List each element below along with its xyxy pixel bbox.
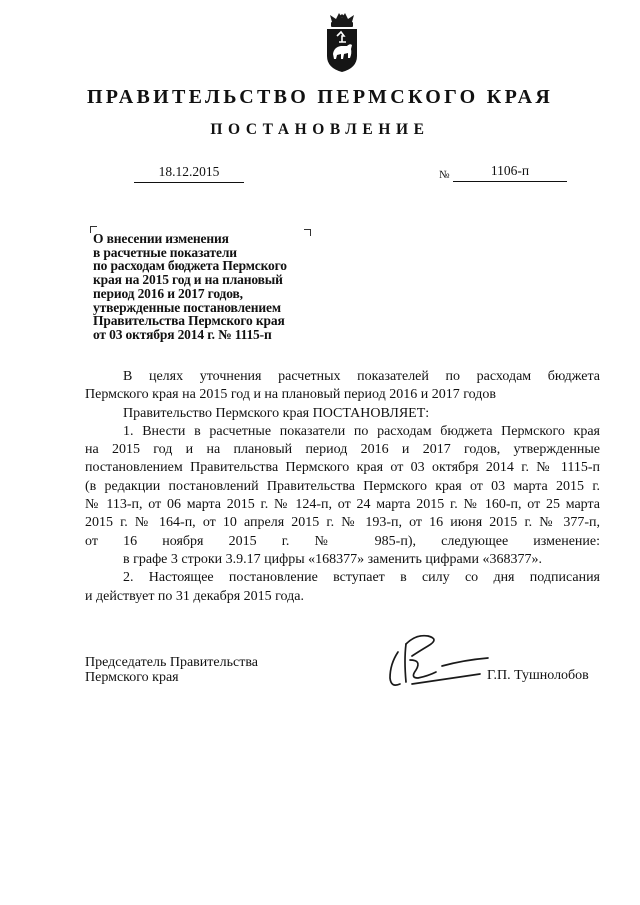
subject-line: в расчетные показатели [93,244,237,260]
document-number: 1106-п [453,163,567,182]
document-date: 18.12.2015 [134,164,244,183]
body-line: 1. Внести в расчетные показатели по расходам бюджета Пермского края [123,423,600,439]
position-line: Пермского края [85,670,179,685]
subject-line: О внесении изменения [93,231,229,246]
government-name: ПРАВИТЕЛЬСТВО ПЕРМСКОГО КРАЯ [86,86,554,108]
subject-line: Правительства Пермского края [93,313,285,329]
body-line: на 2015 год и на плановый период 2016 и 2017 годов, утвержденные [85,442,600,458]
subject-line: период 2016 и 2017 годов, [93,285,243,301]
resolves-line: Правительство Пермского края ПОСТАНОВЛЯЕТ: [123,405,430,421]
subject-corner-mark-right [304,229,311,236]
subject-line: края на 2015 год и на плановый [93,272,283,288]
body-line: 2015 г. № 164-п, от 10 апреля 2015 г. № 193-п, от 16 июня 2015 г. № 377-п, [85,515,600,531]
body-line: постановлением Правительства Пермского края от 03 октября 2014 г. № 1115-п [85,460,600,476]
document-subject [93,232,287,342]
body-line: 2. Настоящее постановление вступает в силу со дня подписания [123,570,600,586]
document-type: ПОСТАНОВЛЕНИЕ [210,121,430,138]
body-line: № 113-п, от 06 марта 2015 г. № 124-п, от 24 марта 2015 г. № 160-п, от 25 марта [85,497,600,513]
signature-icon [384,630,496,690]
position-line: Председатель Правительства [85,655,258,670]
body-line: от 16 ноября 2015 г. № 985-п), следующее изменение: [85,533,600,549]
body-line: (в редакции постановлений Правительства Пермского края от 03 марта 2015 г. [85,478,600,494]
body-line: В целях уточнения расчетных показателей по расходам бюджета [123,369,600,384]
change-line: в графе 3 строки 3.9.17 цифры «168377» заменить цифрами «368377». [123,551,543,567]
subject-line: от 03 октября 2014 г. № 1115-п [93,326,272,342]
signatory-position [85,655,258,685]
resolution-body [85,368,600,606]
document-number-field [439,162,567,182]
signer-name: Г.П. Тушнолобов [487,668,589,683]
subject-line: утвержденные постановлением [93,299,281,315]
body-line: и действует по 31 декабря 2015 года. [85,588,304,604]
subject-line: по расходам бюджета Пермского [93,258,287,274]
body-line: Пермского края на 2015 год и на плановый период 2016 и 2017 годов [85,387,496,403]
coat-of-arms-icon [322,12,362,74]
number-sign: № [439,169,450,181]
